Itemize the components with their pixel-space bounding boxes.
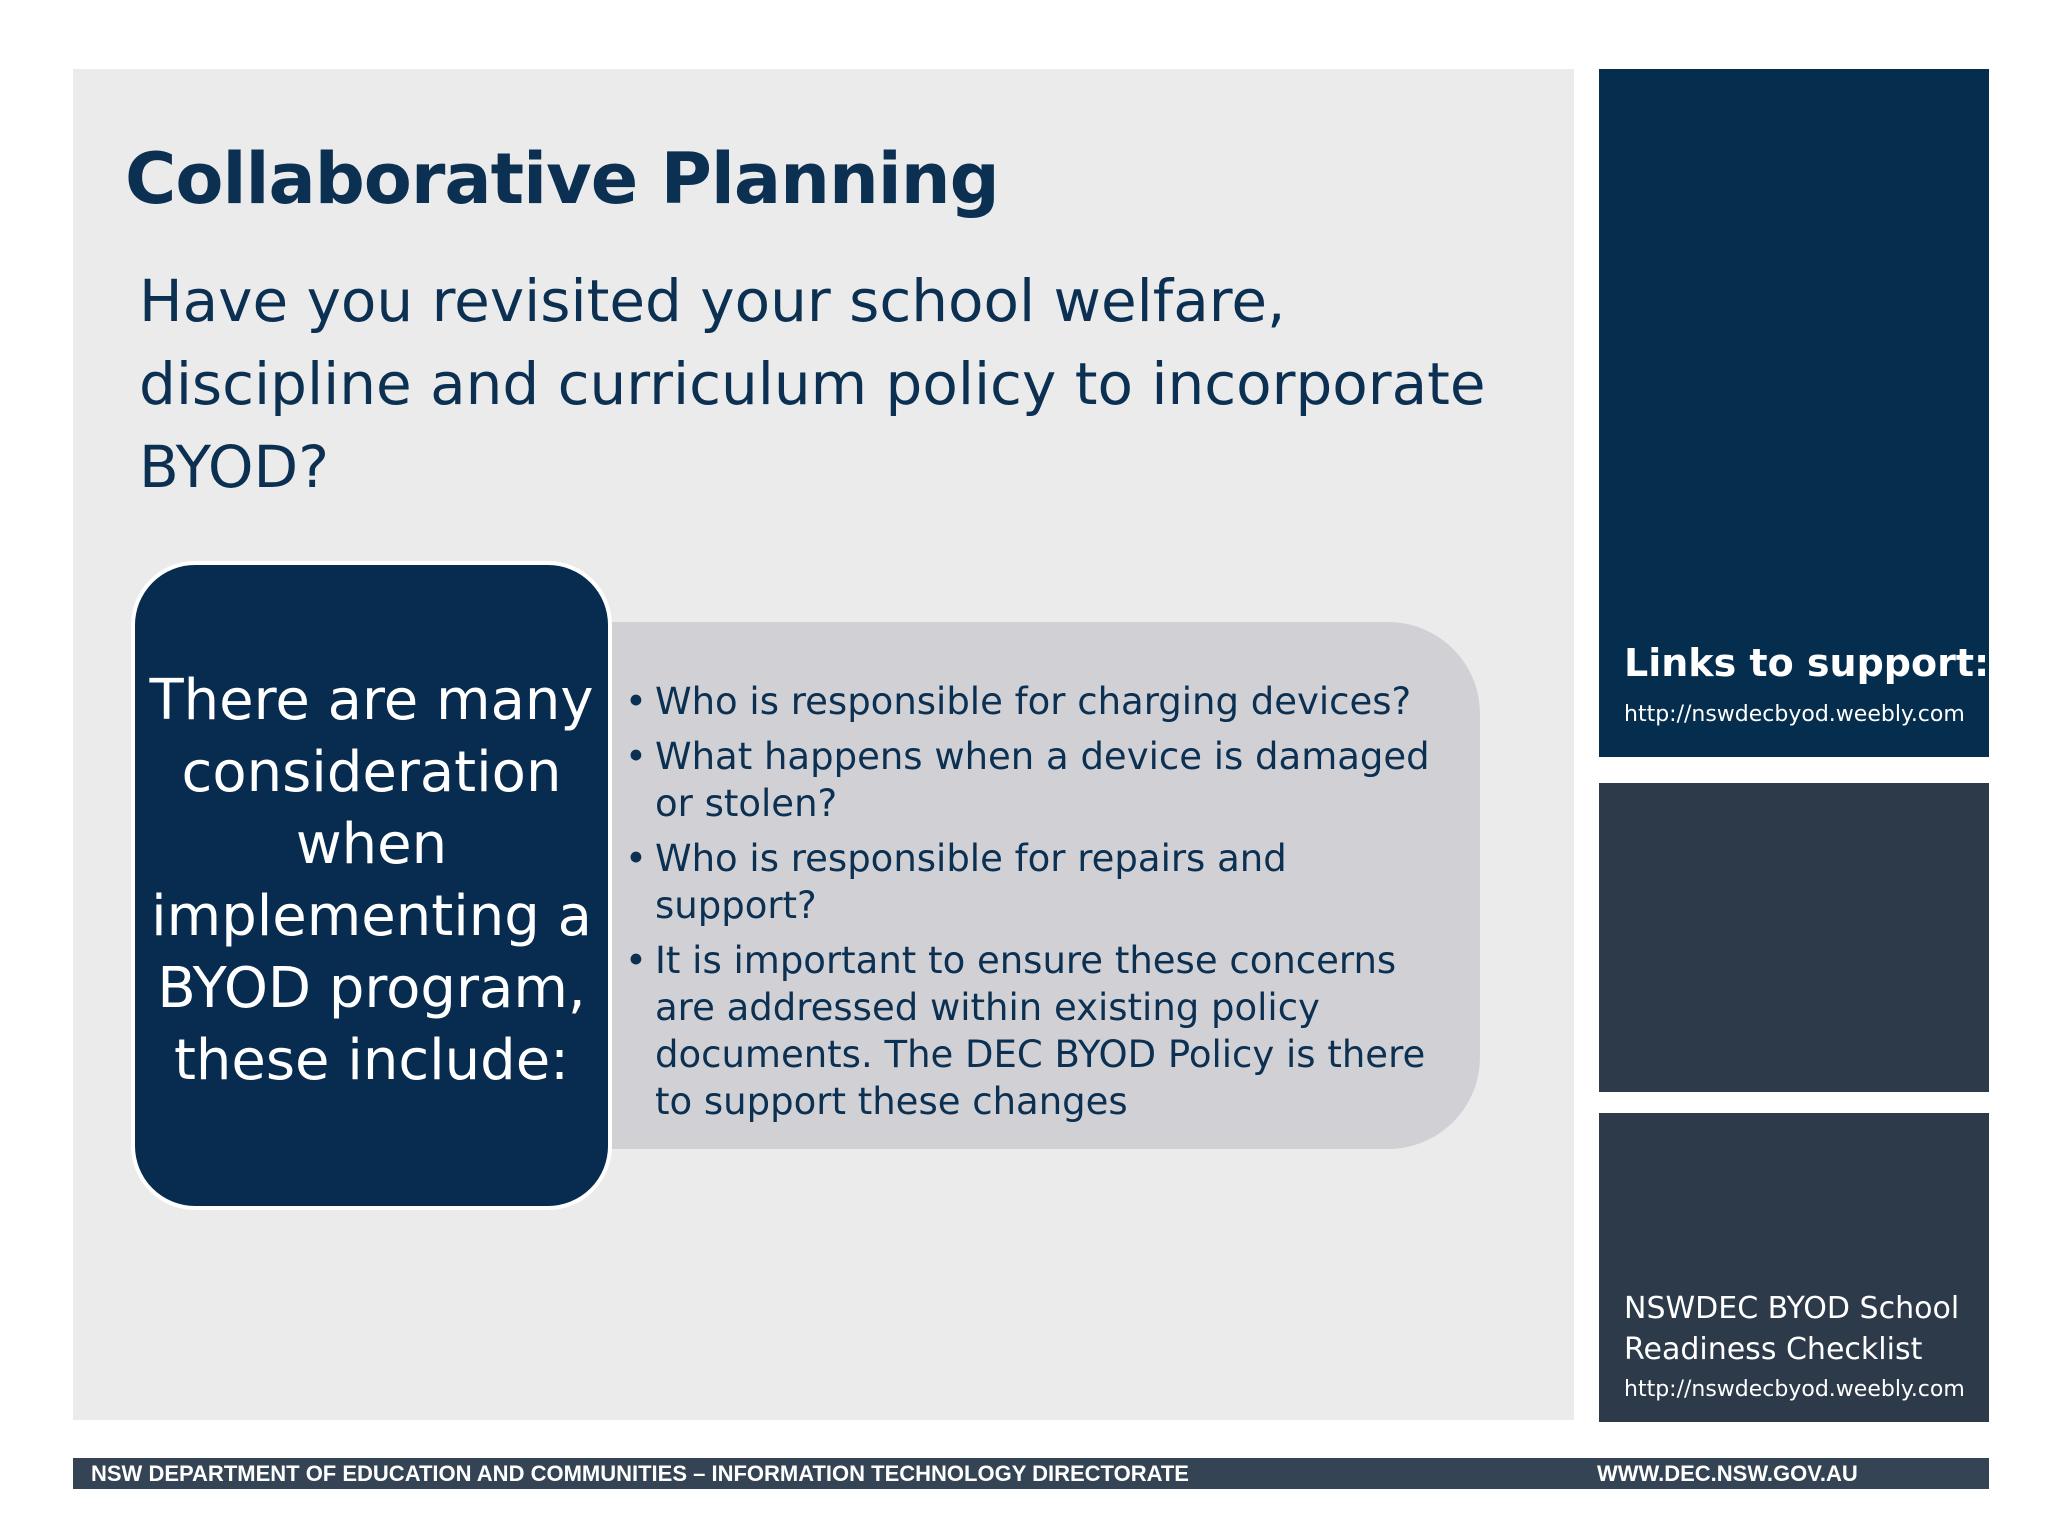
considerations-list <box>625 678 1450 1133</box>
slide-title: Collaborative Planning <box>125 138 999 220</box>
list-item <box>625 835 1450 929</box>
bullet-icon: • <box>625 735 647 778</box>
list-item-text: It is important to ensure these concerns are addressed within existing policy documents. The DEC BYOD Policy is there to support these changes <box>655 939 1426 1123</box>
footer-website[interactable]: WWW.DEC.NSW.GOV.AU <box>1597 1461 1858 1486</box>
list-item <box>625 678 1450 725</box>
list-item <box>625 937 1450 1125</box>
footer-organization: NSW DEPARTMENT OF EDUCATION AND COMMUNITIES – INFORMATION TECHNOLOGY DIRECTORATE <box>91 1461 1189 1486</box>
links-panel <box>1599 69 1989 757</box>
links-url[interactable]: http://nswdecbyod.weebly.com <box>1624 702 1965 727</box>
slide-question: Have you revisited your school welfare, discipline and curriculum policy to incorporate BYOD? <box>139 267 1486 501</box>
list-item-text: Who is responsible for charging devices? <box>655 680 1412 723</box>
sidebar-blank-panel <box>1599 783 1989 1092</box>
footer-bar <box>73 1458 1989 1489</box>
bullet-icon: • <box>625 939 647 982</box>
links-heading: Links to support: <box>1624 641 1990 685</box>
list-item-text: Who is responsible for repairs and support? <box>655 837 1287 927</box>
callout-text: There are many consideration when implementing a BYOD program, these include: <box>149 667 594 1093</box>
checklist-url[interactable]: http://nswdecbyod.weebly.com <box>1624 1377 1965 1402</box>
bullet-icon: • <box>625 680 647 723</box>
list-item-text: What happens when a device is damaged or stolen? <box>655 735 1430 825</box>
callout-box <box>131 561 612 1210</box>
checklist-title: NSWDEC BYOD School Readiness Checklist <box>1624 1291 1960 1367</box>
checklist-panel <box>1599 1113 1989 1422</box>
list-item <box>625 733 1450 827</box>
bullet-icon: • <box>625 837 647 880</box>
